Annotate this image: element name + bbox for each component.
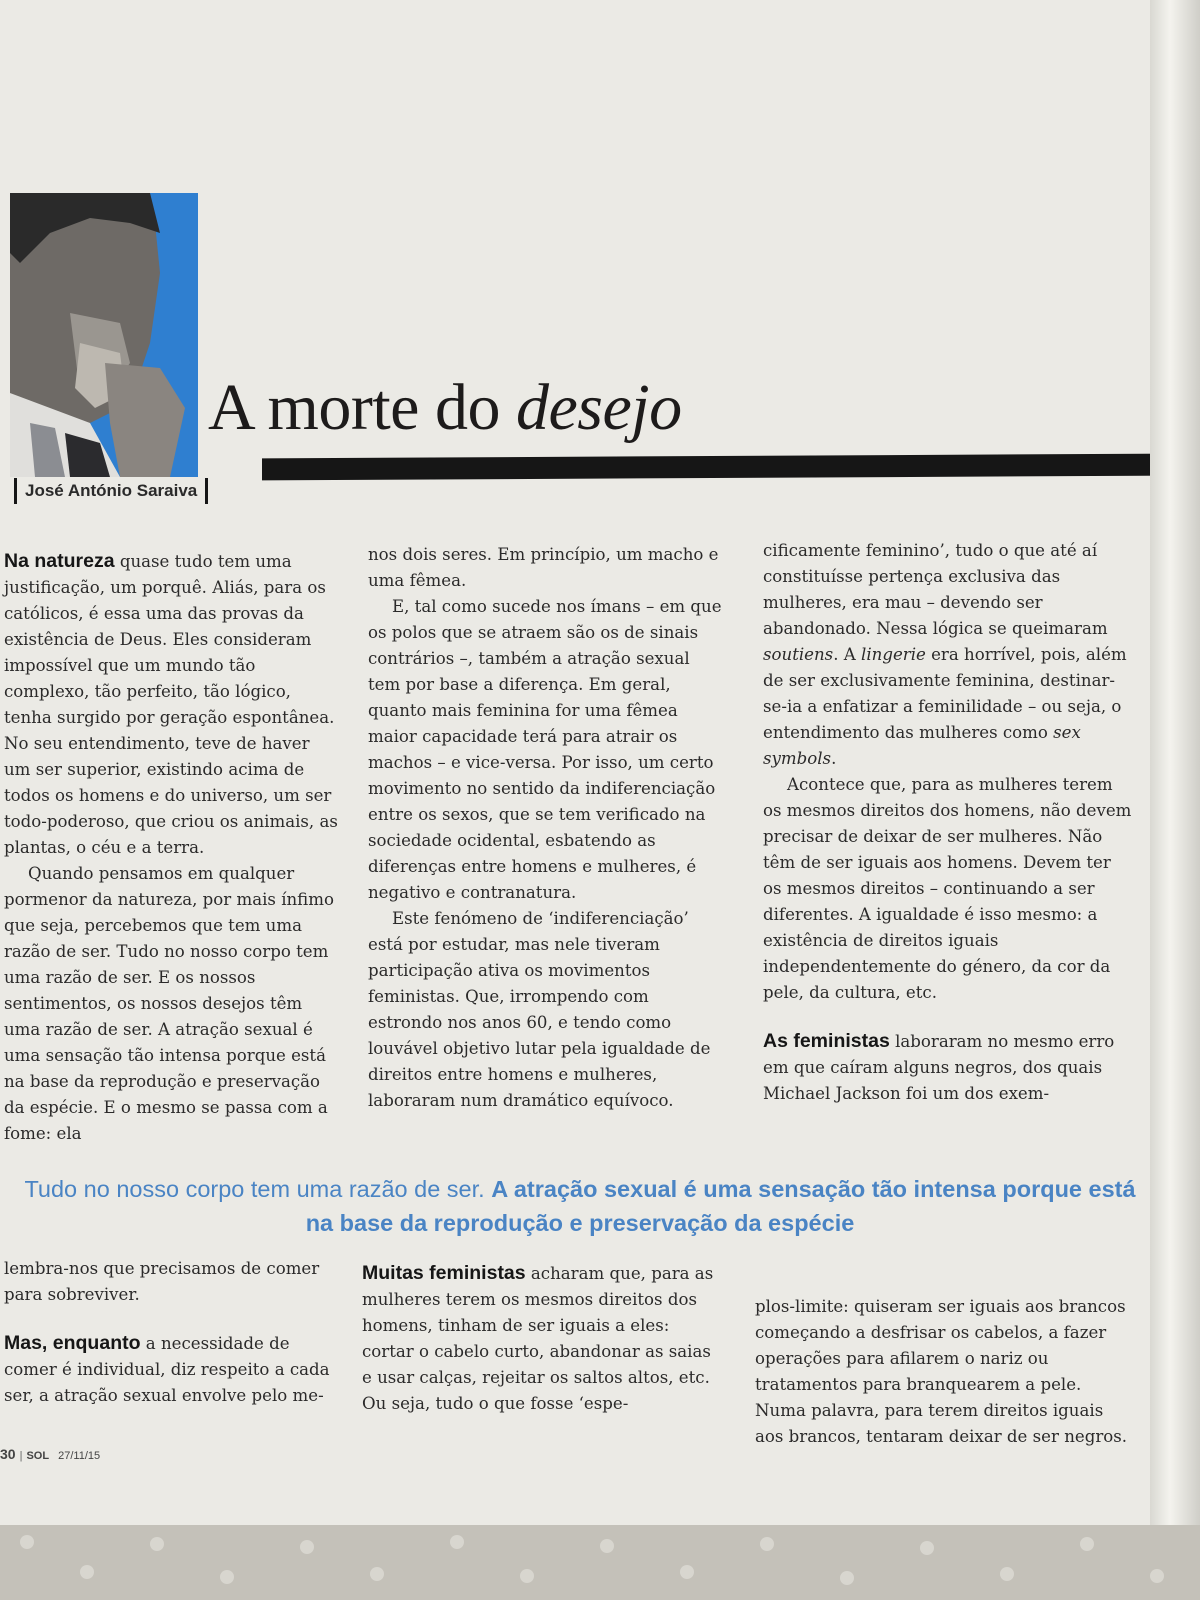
title-rule <box>262 454 1168 481</box>
paragraph-text: acharam que, para as mulheres terem os mesmos direitos dos homens, tinham de ser iguais a eles: cortar o cabelo curto, abandonar as saias e usar calças, rejeitar os saltos altos, etc. Ou seja, tudo o que fosse ‘espe- <box>362 1264 714 1413</box>
paragraph-text: laboraram no mesmo erro em que caíram alguns negros, dos quais Michael Jackson foi um dos exem- <box>763 1032 1115 1103</box>
title-emphasis: desejo <box>515 371 682 444</box>
paragraph <box>763 538 1133 772</box>
tablecloth-background <box>0 1525 1200 1600</box>
paragraph <box>4 1330 339 1409</box>
page-footer <box>0 1446 100 1462</box>
italic-term: lingerie <box>861 645 926 664</box>
paragraph-lead: Mas, enquanto <box>4 1332 141 1354</box>
pull-quote-light: Tudo no nosso corpo tem uma razão de ser. <box>24 1176 492 1202</box>
paragraph-text: . A <box>833 645 862 664</box>
paragraph <box>763 1028 1133 1107</box>
paragraph <box>4 548 339 861</box>
paragraph: Este fenómeno de ‘indiferenciação’ está por estudar, mas nele tiveram participação ativa os movimentos feministas. Que, irrompendo com estrondo nos anos 60, e tendo como louvável objetivo lutar pela igualdade de direitos entre homens e mulheres, laboraram num dramático equívoco. <box>368 909 711 1110</box>
italic-term: sex symbols <box>763 723 1081 768</box>
issue-date: 27/11/15 <box>58 1450 101 1462</box>
column-2 <box>368 542 725 1114</box>
paragraph: E, tal como sucede nos ímans – em que os polos que se atraem são os de sinais contrários –, também a atração sexual tem por base a diferença. Em geral, quanto mais feminina for uma fêmea maior capacidade terá para atrair os machos – e vice-versa. Por isso, um certo movimento no sentido da indiferenciação entre os sexos, que se tem verificado na sociedade ocidental, esbatendo as diferenças entre homens e mulheres, é negativo e contranatura. <box>368 597 722 902</box>
paragraph: plos-limite: quiseram ser iguais aos brancos começando a desfrisar os cabelos, a fazer operações para afilarem o nariz ou tratamentos para branquearem a pele. Numa palavra, para terem direitos iguais aos brancos, tentaram deixar de ser negros. <box>755 1297 1128 1446</box>
author-portrait <box>10 193 198 477</box>
pull-quote <box>20 1172 1140 1240</box>
title-text: A morte do <box>208 371 516 444</box>
italic-term: soutiens <box>763 645 834 664</box>
paragraph-text: a necessidade de comer é individual, diz respeito a cada ser, a atração sexual envolve pelo me- <box>4 1334 330 1405</box>
paragraph: lembra-nos que precisamos de comer para sobreviver. <box>4 1259 320 1304</box>
article-title <box>208 370 808 446</box>
page-edge <box>1150 0 1200 1525</box>
pull-quote-strong: A atração sexual é uma sensação tão intensa porque está na base da reprodução e preservação da espécie <box>305 1176 1136 1236</box>
paragraph-text: quase tudo tem uma justificação, um porquê. Aliás, para os católicos, é essa uma das provas da existência de Deus. Eles consideram impossível que um mundo tão complexo, tão perfeito, tão lógico, tenha surgido por geração espontânea. No seu entendimento, teve de haver um ser superior, existindo acima de todos os homens e do universo, um ser todo-poderoso, que criou os animais, as plantas, o céu e a terra. <box>4 552 338 857</box>
paragraph <box>362 1260 722 1417</box>
paragraph-lead: As feministas <box>763 1030 890 1052</box>
bottom-column-1 <box>4 1256 339 1409</box>
paragraph: Acontece que, para as mulheres terem os mesmos direitos dos homens, não devem precisar de deixar de ser mulheres. Não têm de ser iguais aos homens. Devem ter os mesmos direitos – continuando a ser diferentes. A igualdade é isso mesmo: a existência de direitos iguais independentemente do género, da cor da pele, da cultura, etc. <box>763 775 1132 1002</box>
column-1 <box>4 548 339 1147</box>
section-gap <box>763 1006 1133 1028</box>
paragraph-lead: Muitas feministas <box>362 1262 526 1284</box>
page-number: 30 <box>0 1446 16 1462</box>
paragraph-text: era horrível, pois, além de ser exclusivamente feminina, destinar-se-ia a enfatizar a feminilidade – ou seja, o entendimento das mulheres como <box>763 645 1127 742</box>
author-byline: José António Saraiva <box>14 478 208 504</box>
bottom-column-3 <box>755 1294 1129 1450</box>
paragraph-lead: Na natureza <box>4 550 115 572</box>
publication-name: SOL <box>26 1450 50 1462</box>
section-gap <box>4 1308 339 1330</box>
paragraph-text: . <box>831 749 837 768</box>
column-3 <box>763 538 1133 1107</box>
paragraph: Quando pensamos em qualquer pormenor da natureza, por mais ínfimo que seja, percebemos que tem uma razão de ser. Tudo no nosso corpo tem uma razão de ser. E os nossos sentimentos, os nossos desejos têm uma razão de ser. A atração sexual é uma sensação tão intensa porque está na base da reprodução e preservação da espécie. E o mesmo se passa com a fome: ela <box>4 864 334 1143</box>
paragraph: nos dois seres. Em princípio, um macho e uma fêmea. <box>368 545 719 590</box>
paragraph-text: cificamente feminino’, tudo o que até aí constituísse pertença exclusiva das mulheres, era mau – devendo ser abandonado. Nessa lógica se queimaram <box>763 541 1108 638</box>
footer-divider: | <box>19 1450 23 1462</box>
bottom-column-2 <box>362 1260 722 1417</box>
